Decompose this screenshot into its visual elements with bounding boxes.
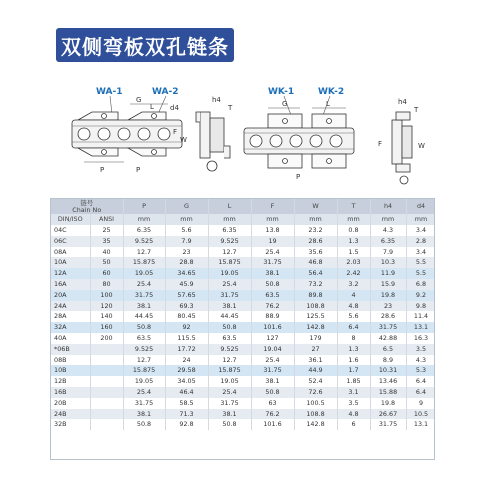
- cell-w: 179: [294, 333, 337, 344]
- cell-t: 6.4: [337, 322, 370, 333]
- cell-l: 31.75: [208, 398, 251, 409]
- page-title: 双侧弯板双孔链条: [61, 34, 229, 59]
- cell-h4: 11.9: [370, 268, 406, 279]
- model-label-wa2: WA-2: [152, 87, 179, 97]
- cell-f: 31.75: [251, 365, 294, 376]
- cell-din: 10B: [51, 365, 90, 376]
- cell-din: 08B: [51, 355, 90, 366]
- cell-h4: 31.75: [370, 322, 406, 333]
- cell-d4: 5.3: [406, 365, 435, 376]
- left-chain-view: [72, 112, 182, 156]
- cell-d4: 5.5: [406, 257, 435, 268]
- cell-d4: 13.1: [406, 322, 435, 333]
- left-side-profile: [196, 112, 230, 171]
- unit-p: mm: [123, 214, 165, 225]
- cell-w: 142.8: [294, 419, 337, 430]
- cell-d4: 9.8: [406, 301, 435, 312]
- cell-d4: 11.4: [406, 311, 435, 322]
- cell-g: 71.3: [165, 409, 208, 420]
- cell-h4: 8.9: [370, 355, 406, 366]
- header-row-top: [51, 199, 435, 214]
- cell-g: 92.8: [165, 419, 208, 430]
- cell-f: 25.4: [251, 247, 294, 258]
- header-g: G: [165, 199, 208, 214]
- table-row: [51, 311, 435, 322]
- cell-w: 23.2: [294, 225, 337, 236]
- unit-g: mm: [165, 214, 208, 225]
- cell-ansi: 40: [90, 247, 123, 258]
- cell-ansi: 25: [90, 225, 123, 236]
- table-row: [51, 279, 435, 290]
- cell-f: 88.9: [251, 311, 294, 322]
- table-row: [51, 301, 435, 312]
- dim-g-left: G: [136, 96, 142, 104]
- cell-d4: 9.2: [406, 290, 435, 301]
- cell-g: 23: [165, 247, 208, 258]
- cell-din: 28A: [51, 311, 90, 322]
- cell-p: 9.525: [123, 344, 165, 355]
- cell-f: 19.04: [251, 344, 294, 355]
- dim-t-right: T: [414, 106, 419, 114]
- cell-p: 44.45: [123, 311, 165, 322]
- cell-p: 15.875: [123, 257, 165, 268]
- cell-f: 31.75: [251, 257, 294, 268]
- cell-p: 9.525: [123, 236, 165, 247]
- cell-l: 63.5: [208, 333, 251, 344]
- cell-l: 15.875: [208, 365, 251, 376]
- cell-din: 24B: [51, 409, 90, 420]
- cell-f: 50.8: [251, 279, 294, 290]
- cell-t: 3.5: [337, 398, 370, 409]
- cell-p: 15.875: [123, 365, 165, 376]
- table-row: [51, 387, 435, 398]
- cell-p: 38.1: [123, 409, 165, 420]
- cell-d4: 6.4: [406, 387, 435, 398]
- cell-w: 36.1: [294, 355, 337, 366]
- cell-g: 17.72: [165, 344, 208, 355]
- table-row: [51, 290, 435, 301]
- dim-f-left: F: [173, 128, 178, 136]
- cell-l: 31.75: [208, 290, 251, 301]
- cell-h4: 31.75: [370, 419, 406, 430]
- dim-t-left: T: [228, 104, 233, 112]
- cell-p: 6.35: [123, 225, 165, 236]
- cell-t: 0.8: [337, 225, 370, 236]
- header-l: L: [208, 199, 251, 214]
- cell-g: 5.6: [165, 225, 208, 236]
- cell-ansi: [90, 355, 123, 366]
- cell-f: 50.8: [251, 387, 294, 398]
- cell-t: 4: [337, 290, 370, 301]
- cell-f: 63.5: [251, 290, 294, 301]
- cell-f: 38.1: [251, 268, 294, 279]
- title-banner: [56, 28, 234, 62]
- cell-ansi: [90, 409, 123, 420]
- cell-f: 76.2: [251, 301, 294, 312]
- cell-din: 06C: [51, 236, 90, 247]
- cell-p: 12.7: [123, 355, 165, 366]
- cell-f: 25.4: [251, 355, 294, 366]
- cell-t: 4.8: [337, 409, 370, 420]
- dim-p-right: P: [296, 173, 301, 181]
- cell-t: 6: [337, 419, 370, 430]
- table-row: [51, 409, 435, 420]
- cell-din: 12A: [51, 268, 90, 279]
- model-label-wa1: WA-1: [96, 87, 123, 97]
- unit-l: mm: [208, 214, 251, 225]
- table-row: [51, 247, 435, 258]
- cell-d4: 13.1: [406, 419, 435, 430]
- table-row: [51, 268, 435, 279]
- header-row-sub: [51, 214, 435, 225]
- cell-w: 108.8: [294, 409, 337, 420]
- cell-h4: 19.8: [370, 290, 406, 301]
- spec-table-container: [50, 198, 435, 460]
- cell-l: 25.4: [208, 387, 251, 398]
- cell-din: 32B: [51, 419, 90, 430]
- dim-w-left: W: [180, 136, 187, 144]
- cell-p: 31.75: [123, 398, 165, 409]
- cell-w: 108.8: [294, 301, 337, 312]
- cell-t: 1.7: [337, 365, 370, 376]
- cell-d4: 3.5: [406, 344, 435, 355]
- cell-g: 34.05: [165, 376, 208, 387]
- cell-g: 7.9: [165, 236, 208, 247]
- cell-din: *06B: [51, 344, 90, 355]
- cell-p: 12.7: [123, 247, 165, 258]
- cell-h4: 15.88: [370, 387, 406, 398]
- cell-ansi: [90, 344, 123, 355]
- cell-d4: 16.3: [406, 333, 435, 344]
- cell-ansi: 60: [90, 268, 123, 279]
- table-row: [51, 322, 435, 333]
- cell-p: 19.05: [123, 376, 165, 387]
- cell-w: 89.8: [294, 290, 337, 301]
- cell-t: 1.85: [337, 376, 370, 387]
- cell-l: 50.8: [208, 419, 251, 430]
- header-w: W: [294, 199, 337, 214]
- table-row: [51, 236, 435, 247]
- header-chain-no: [51, 199, 123, 214]
- header-p: P: [123, 199, 165, 214]
- spec-table-body: [51, 225, 435, 430]
- table-row: [51, 225, 435, 236]
- cell-f: 127: [251, 333, 294, 344]
- cell-d4: 6.8: [406, 279, 435, 290]
- cell-f: 101.6: [251, 322, 294, 333]
- cell-w: 52.4: [294, 376, 337, 387]
- dim-l-right: L: [326, 100, 330, 108]
- cell-f: 13.8: [251, 225, 294, 236]
- cell-ansi: [90, 419, 123, 430]
- dim-d4-left: d4: [170, 104, 179, 112]
- table-row: [51, 365, 435, 376]
- header-h4: h4: [370, 199, 406, 214]
- cell-g: 115.5: [165, 333, 208, 344]
- cell-g: 57.65: [165, 290, 208, 301]
- spec-table: [51, 199, 435, 430]
- table-row: [51, 257, 435, 268]
- table-row: [51, 419, 435, 430]
- cell-f: 19: [251, 236, 294, 247]
- cell-d4: 6.4: [406, 376, 435, 387]
- cell-h4: 15.9: [370, 279, 406, 290]
- cell-w: 125.5: [294, 311, 337, 322]
- cell-h4: 19.8: [370, 398, 406, 409]
- cell-d4: 2.8: [406, 236, 435, 247]
- cell-t: 1.5: [337, 247, 370, 258]
- right-side-profile: [392, 112, 412, 184]
- cell-ansi: 160: [90, 322, 123, 333]
- cell-ansi: 35: [90, 236, 123, 247]
- cell-t: 4.8: [337, 301, 370, 312]
- cell-l: 12.7: [208, 247, 251, 258]
- cell-p: 50.8: [123, 419, 165, 430]
- cell-f: 101.6: [251, 419, 294, 430]
- cell-t: 2.42: [337, 268, 370, 279]
- cell-g: 45.9: [165, 279, 208, 290]
- header-din: DIN/ISO: [51, 214, 90, 225]
- cell-din: 20A: [51, 290, 90, 301]
- cell-t: 1.6: [337, 355, 370, 366]
- right-chain-view: [244, 114, 354, 168]
- cell-l: 12.7: [208, 355, 251, 366]
- cell-t: 5.6: [337, 311, 370, 322]
- cell-w: 100.5: [294, 398, 337, 409]
- cell-din: 16B: [51, 387, 90, 398]
- cell-g: 69.3: [165, 301, 208, 312]
- cell-din: 20B: [51, 398, 90, 409]
- header-f: F: [251, 199, 294, 214]
- cell-g: 34.65: [165, 268, 208, 279]
- cell-p: 19.05: [123, 268, 165, 279]
- cell-w: 28.6: [294, 236, 337, 247]
- cell-l: 9.525: [208, 236, 251, 247]
- dim-g-right: G: [282, 100, 288, 108]
- cell-d4: 4.3: [406, 355, 435, 366]
- cell-l: 38.1: [208, 409, 251, 420]
- cell-f: 38.1: [251, 376, 294, 387]
- cell-h4: 28.6: [370, 311, 406, 322]
- cell-g: 24: [165, 355, 208, 366]
- cell-g: 58.5: [165, 398, 208, 409]
- cell-din: 40A: [51, 333, 90, 344]
- model-label-wk2: WK-2: [318, 87, 345, 97]
- header-ansi: ANSI: [90, 214, 123, 225]
- dim-l-left: L: [150, 103, 154, 111]
- cell-ansi: 100: [90, 290, 123, 301]
- dim-h4-left: h4: [212, 96, 221, 104]
- unit-d4: mm: [406, 214, 435, 225]
- cell-din: 24A: [51, 301, 90, 312]
- cell-h4: 23: [370, 301, 406, 312]
- cell-ansi: [90, 376, 123, 387]
- unit-t: mm: [337, 214, 370, 225]
- dim-p-left: P: [100, 166, 105, 174]
- cell-g: 80.45: [165, 311, 208, 322]
- cell-g: 28.8: [165, 257, 208, 268]
- cell-d4: 5.5: [406, 268, 435, 279]
- cell-din: 08A: [51, 247, 90, 258]
- cell-din: 04C: [51, 225, 90, 236]
- cell-h4: 7.9: [370, 247, 406, 258]
- cell-w: 72.6: [294, 387, 337, 398]
- table-row: [51, 355, 435, 366]
- cell-h4: 4.3: [370, 225, 406, 236]
- cell-t: 3.1: [337, 387, 370, 398]
- unit-w: mm: [294, 214, 337, 225]
- cell-ansi: 50: [90, 257, 123, 268]
- cell-h4: 13.46: [370, 376, 406, 387]
- cell-l: 44.45: [208, 311, 251, 322]
- cell-l: 6.35: [208, 225, 251, 236]
- cell-l: 9.525: [208, 344, 251, 355]
- table-row: [51, 376, 435, 387]
- cell-w: 44.9: [294, 365, 337, 376]
- header-t: T: [337, 199, 370, 214]
- cell-ansi: 80: [90, 279, 123, 290]
- table-row: [51, 333, 435, 344]
- cell-din: 16A: [51, 279, 90, 290]
- cell-w: 27: [294, 344, 337, 355]
- cell-h4: 26.67: [370, 409, 406, 420]
- cell-t: 8: [337, 333, 370, 344]
- cell-ansi: [90, 398, 123, 409]
- cell-p: 38.1: [123, 301, 165, 312]
- cell-d4: 9: [406, 398, 435, 409]
- cell-w: 142.8: [294, 322, 337, 333]
- cell-h4: 10.31: [370, 365, 406, 376]
- cell-l: 19.05: [208, 268, 251, 279]
- cell-ansi: [90, 365, 123, 376]
- header-chain-no-cn: 链号: [80, 199, 94, 207]
- cell-l: 15.875: [208, 257, 251, 268]
- header-d4: d4: [406, 199, 435, 214]
- cell-l: 50.8: [208, 322, 251, 333]
- chain-diagram: [0, 76, 480, 196]
- cell-d4: 10.5: [406, 409, 435, 420]
- cell-p: 50.8: [123, 322, 165, 333]
- header-chain-no-en: Chain No: [72, 205, 102, 214]
- cell-w: 35.6: [294, 247, 337, 258]
- cell-p: 25.4: [123, 279, 165, 290]
- cell-f: 63: [251, 398, 294, 409]
- cell-p: 25.4: [123, 387, 165, 398]
- cell-h4: 42.88: [370, 333, 406, 344]
- cell-h4: 6.5: [370, 344, 406, 355]
- cell-t: 3.2: [337, 279, 370, 290]
- dim-w-right: W: [418, 142, 425, 150]
- cell-l: 19.05: [208, 376, 251, 387]
- cell-h4: 6.35: [370, 236, 406, 247]
- cell-ansi: [90, 387, 123, 398]
- cell-g: 92: [165, 322, 208, 333]
- cell-ansi: 200: [90, 333, 123, 344]
- cell-t: 2.03: [337, 257, 370, 268]
- cell-p: 63.5: [123, 333, 165, 344]
- cell-d4: 3.4: [406, 225, 435, 236]
- cell-l: 25.4: [208, 279, 251, 290]
- chain-drawing: [0, 76, 480, 196]
- dim-f-right: F: [378, 140, 383, 148]
- unit-h4: mm: [370, 214, 406, 225]
- model-label-wk1: WK-1: [268, 87, 295, 97]
- cell-g: 46.4: [165, 387, 208, 398]
- cell-t: 1.3: [337, 236, 370, 247]
- unit-f: mm: [251, 214, 294, 225]
- cell-h4: 10.3: [370, 257, 406, 268]
- cell-ansi: 120: [90, 301, 123, 312]
- cell-l: 38.1: [208, 301, 251, 312]
- cell-din: 32A: [51, 322, 90, 333]
- table-row: [51, 398, 435, 409]
- table-row: [51, 344, 435, 355]
- cell-w: 56.4: [294, 268, 337, 279]
- cell-d4: 3.4: [406, 247, 435, 258]
- dim-h4-right: h4: [398, 98, 407, 106]
- cell-p: 31.75: [123, 290, 165, 301]
- cell-g: 29.58: [165, 365, 208, 376]
- cell-ansi: 140: [90, 311, 123, 322]
- cell-f: 76.2: [251, 409, 294, 420]
- cell-din: 10A: [51, 257, 90, 268]
- cell-t: 1.3: [337, 344, 370, 355]
- dim-p2-left: P: [136, 166, 141, 174]
- cell-w: 46.8: [294, 257, 337, 268]
- cell-din: 12B: [51, 376, 90, 387]
- cell-w: 73.2: [294, 279, 337, 290]
